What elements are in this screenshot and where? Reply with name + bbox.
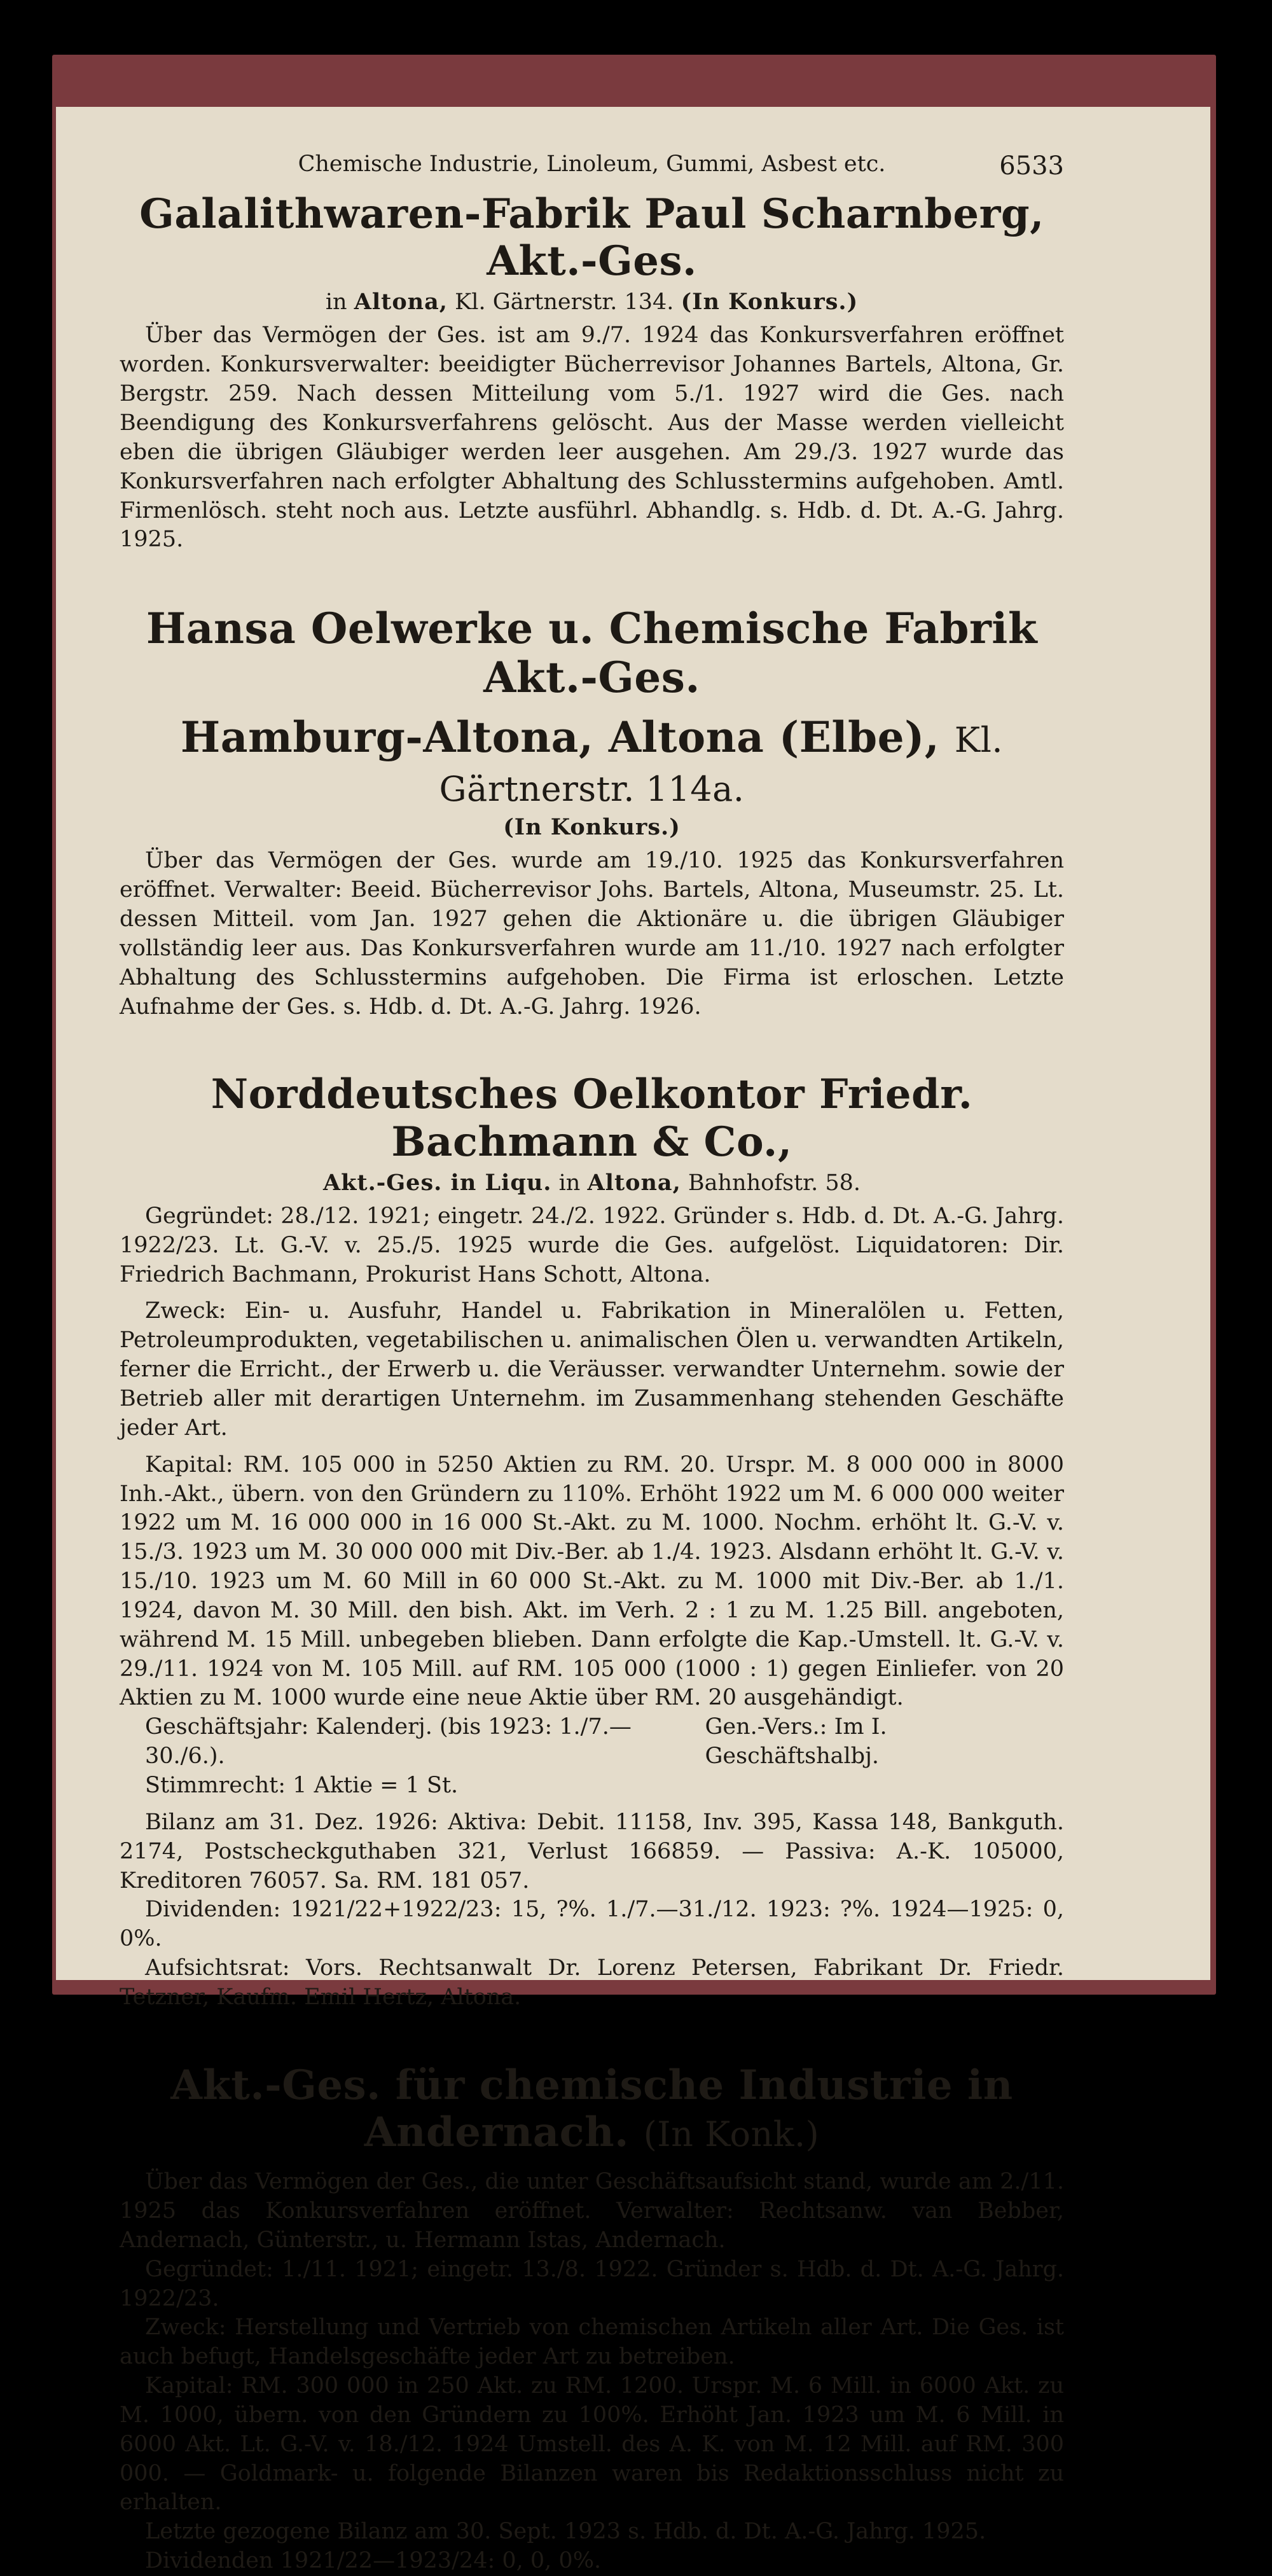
entry-subtitle: in Altona, Kl. Gärtnerstr. 134. (In Konkurs.) [325,289,859,315]
entry-norddeutsches-oelkontor [120,1071,1064,2012]
purpose-paragraph: Zweck: Ein- u. Ausfuhr, Handel u. Fabrikation in Mineralölen u. Fetten, Petroleumprodukten, vegetabilischen u. animalischen Ölen u. verwandten Artikeln, ferner die Erricht., der Erwerb u. die Veräusser. verwandter Unternehm. sowie der Betrieb aller mit derartigen Unternehm. im Zusammenhang stehenden Geschäfte jeder Art. [120,1298,1064,1441]
balance-paragraph: Bilanz am 31. Dez. 1926: Aktiva: Debit. 11158, Inv. 395, Kassa 148, Bankguth. 2174, Postscheckguthaben 321, Verlust 166859. — Passiva: A.-K. 105000, Kreditoren 76057. Sa. RM. 181 057. [120,1809,1064,1894]
running-head-text: Chemische Industrie, Linoleum, Gummi, Asbest etc. [298,151,886,177]
capital-paragraph: Kapital: RM. 300 000 in 250 Akt. zu RM. 1200. Urspr. M. 6 Mill. in 6000 Akt. zu M. 1000, übern. von den Gründern zu 100%. Erhöht Jan. 1923 um M. 6 Mill. in 6000 Akt. Lt. G.-V. v. 18./12. 1924 Umstell. des A. K. von M. 12 Mill. auf RM. 300 000. — Goldmark- u. folgende Bilanzen waren bis Redaktionsschluss nicht zu erhalten. [120,2373,1064,2516]
entry-hansa-oelwerke [120,604,1064,1021]
entry-text: Über das Vermögen der Ges. ist am 9./7. 1924 das Konkursverfahren eröffnet worden. Konkursverwalter: beeidigter Bücherrevisor Johannes Bartels, Altona, Gr. Bergstr. 259. Nach dessen Mitteilung vom 5./1. 1927 wird die Ges. nach Beendigung des Konkursverfahrens gelöscht. Aus der Masse werden vielleicht eben die übrigen Gläubiger werden leer ausgehen. Am 29./3. 1927 wurde das Konkursverfahren nach erfolgter Abhaltung des Schlusstermins aufgehoben. Amtl. Firmenlösch. steht noch aus. Letzte ausführl. Abhandlg. s. Hdb. d. Dt. A.-G. Jahrg. 1925. [120,322,1064,553]
last-balance-paragraph: Letzte gezogene Bilanz am 30. Sept. 1923 s. Hdb. d. Dt. A.-G. Jahrg. 1925. [145,2519,986,2545]
capital-paragraph: Kapital: RM. 105 000 in 5250 Aktien zu RM. 20. Urspr. M. 8 000 000 in 8000 Inh.-Akt., übern. von den Gründern zu 110%. Erhöht 1922 um M. 6 000 000 weiter 1922 um M. 16 000 000 in 16 000 St.-Akt. zu M. 1000. Nochm. erhöht lt. G.-V. v. 15./3. 1923 um M. 30 000 000 mit Div.-Ber. ab 1./4. 1923. Alsdann erhöht lt. G.-V. v. 15./10. 1923 um M. 60 Mill in 60 000 St.-Akt. zu M. 1000 mit Div.-Ber. ab 1./1. 1924, davon M. 30 Mill. den bish. Akt. im Verh. 2 : 1 zu M. 1.25 Bill. angeboten, während M. 15 Mill. unbegeben blieben. Dann erfolgte die Kap.-Umstell. lt. G.-V. v. 29./11. 1924 von M. 105 Mill. auf RM. 105 000 (1000 : 1) gegen Einliefer. von 20 Aktien zu M. 1000 wurde eine neue Aktie über RM. 20 ausgehändigt. [120,1451,1064,1711]
entry-title: Norddeutsches Oelkontor Friedr. Bachmann & Co., [211,1070,973,1166]
document-page [56,107,1210,2574]
entry-subtitle: (In Konkurs.) [503,814,681,841]
entry-title-line2: Hamburg-Altona, Altona (Elbe), Kl. Gärtnerstr. 114a. [180,712,1004,809]
entry-title: Galalithwaren-Fabrik Paul Scharnberg, Akt.-Ges. [139,190,1044,286]
founded-paragraph: Gegründet: 1./11. 1921; eingetr. 13./8. 1922. Gründer s. Hdb. d. Dt. A.-G. Jahrg. 1922/23. [120,2256,1064,2311]
founded-paragraph: Gegründet: 28./12. 1921; eingetr. 24./2. 1922. Gründer s. Hdb. d. Dt. A.-G. Jahrg. 1922/23. Lt. G.-V. v. 25./5. 1925 wurde die Ges. aufgelöst. Liquidatoren: Dir. Friedrich Bachmann, Prokurist Hans Schott, Altona. [120,1203,1064,1287]
running-head [120,151,1064,181]
dividends-paragraph: Dividenden 1921/22—1923/24: 0, 0, 0%. [145,2548,602,2574]
entry-text: Über das Vermögen der Ges. wurde am 19./10. 1925 das Konkursverfahren eröffnet. Verwalter: Beeid. Bücherrevisor Johs. Bartels, Altona, Museumstr. 25. Lt. dessen Mitteil. vom Jan. 1927 gehen die Aktionäre u. die übrigen Gläubiger vollständig leer aus. Das Konkursverfahren wurde am 11./10. 1927 nach erfolgter Abhaltung des Schlusstermins aufgehoben. Die Firma ist erloschen. Letzte Aufnahme der Ges. s. Hdb. d. Dt. A.-G. Jahrg. 1926. [120,848,1064,1020]
entry-subtitle: Akt.-Ges. in Liqu. in Altona, Bahnhofstr. 58. [323,1169,861,1196]
entry-title: Akt.-Ges. für chemische Industrie in Andernach. (In Konk.) [170,2061,1013,2156]
supervisory-board-paragraph: Aufsichtsrat: Vors. Rechtsanwalt Dr. Lorenz Petersen, Fabrikant Dr. Friedr. Tetzner, Kaufm. Emil Hertz, Altona. [120,1955,1064,2010]
fiscal-year-row: Geschäftsjahr: Kalenderj. (bis 1923: 1./7.—30./6.). Gen.-Vers.: Im I. Geschäftshalbj. [145,1714,887,1769]
dividends-paragraph: Dividenden: 1921/22+1922/23: 15, ?%. 1./7.—31./12. 1923: ?%. 1924—1925: 0, 0%. [120,1897,1064,1952]
bankruptcy-paragraph: Über das Vermögen der Ges., die unter Geschäftsaufsicht stand, wurde am 2./11. 1925 das Konkursverfahren eröffnet. Verwalter: Rechtsanw. van Bebber, Andernach, Günterstr., u. Hermann Istas, Andernach. [120,2169,1064,2253]
page-number: 6533 [999,151,1064,181]
purpose-paragraph: Zweck: Herstellung und Vertrieb von chemischen Artikeln aller Art. Die Ges. ist auch befugt, Handelsgeschäfte jeder Art zu betreiben. [120,2315,1064,2370]
entry-title: Hansa Oelwerke u. Chemische Fabrik Akt.-Ges. [146,604,1038,702]
entry-galalith [120,191,1064,555]
entry-andernach [120,2062,1064,2576]
voting-right: Stimmrecht: 1 Aktie = 1 St. [145,1772,459,1798]
